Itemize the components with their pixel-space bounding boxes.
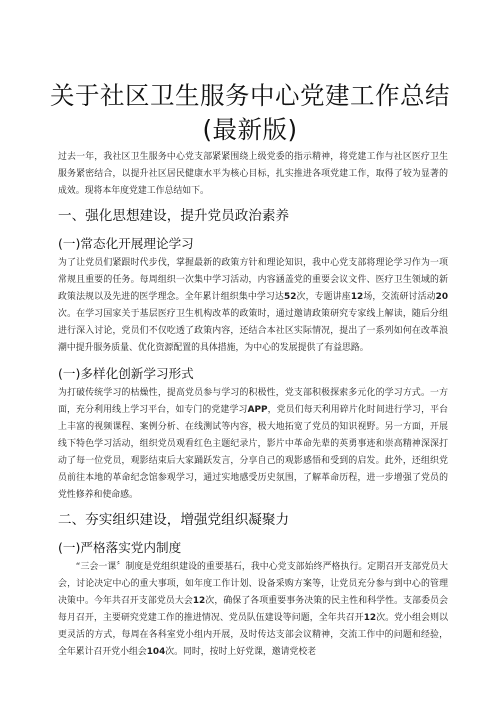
app-label: APP (247, 405, 268, 415)
study-count: 52 (284, 292, 297, 302)
assembly-count: 12 (192, 596, 206, 606)
document-subtitle: (最新版) (202, 115, 298, 144)
lecture-count: 12 (350, 292, 364, 302)
document-body (58, 149, 448, 661)
group-meeting-count: 104 (146, 647, 166, 657)
section-1-2-heading: (一)多样化创新学习形式 (58, 366, 194, 381)
section-1-1-paragraph: 为了让党员们紧跟时代步伐，掌握最新的政策方针和理论知识，我中心党支部将理论学习作为一项常规且重要的任务。每周组织一次集中学习活动，内容涵盖党的重要会议文件、医疗卫生领域的新政策法规以及先进的医学理念。全年累计组织集中学习达52次，专题讲座12场，交流研讨活动20次。在学习国家关于基层医疗卫生机构改革的政策时，通过邀请政策研究专家线上解读，随后分组进行深入讨论，党员们不仅吃透了政策内容，还结合本社区实际情况，提出了一系列如何在改革浪潮中提升服务质量、优化资源配置的具体措施，为中心的发展提供了有益思路。 (58, 258, 449, 353)
section-2-heading: 二、夯实组织建设，增强党组织凝聚力 (58, 512, 290, 528)
document-title: 关于社区卫生服务中心党建工作总结 (50, 81, 450, 110)
committee-count: 12 (363, 613, 377, 623)
section-1-1-heading: (一)常态化开展理论学习 (58, 236, 194, 251)
section-1-heading: 一、强化思想建设，提升党员政治素养 (58, 208, 290, 224)
intro-paragraph: 过去一年，我社区卫生服务中心党支部紧紧围绕上级党委的指示精神，将党建工作与社区医疗卫生服务紧密结合，以提升社区居民健康水平为核心目标，扎实推进各项党建工作，取得了较为显著的成效。现将本年度党建工作总结如下。 (58, 152, 448, 196)
section-1-2-paragraph: 为打破传统学习的枯燥性，提高党员参与学习的积极性，党支部积极探索多元化的学习方式。一方面，充分利用线上学习平台，如专门的党建学习APP，党员们每天利用碎片化时间进行学习，平台上丰富的视频课程、案例分析、在线测试等内容，极大地拓宽了党员的知识视野。另一方面，开展线下特色学习活动，组织党员观看红色主题纪录片，影片中革命先辈的英勇事迹和崇高精神深深打动了每一位党员，观影结束后大家踊跃发言，分享自己的观影感悟和受到的启发。此外，还组织党员前往本地的革命纪念馆参观学习，通过实地感受历史氛围，了解革命历程，进一步增强了党员的党性修养和使命感。 (58, 388, 449, 500)
seminar-count: 20 (435, 292, 449, 302)
section-2-1-paragraph: “三会一课〞制度是党组织建设的重要基石，我中心党支部始终严格执行。定期召开支部党员大会，讨论决定中心的重大事项，如年度工作计划、设备采购方案等，让党员充分参与到中心的管理决策中。今年共召开支部党员大会12次，确保了各项重要事务决策的民主性和科学性。支部委员会每月召开，主要研究党建工作的推进情况、党员队伍建设等问题，全年共召开12次。党小组会则以更灵活的方式，每周在各科室党小组内开展，及时传达支部会议精神，交流工作中的问题和经验，全年累计召开党小组会104次。同时，按时上好党课，邀请党校老 (58, 562, 449, 657)
section-2-1-heading: (一)严格落实党内制度 (58, 540, 182, 555)
